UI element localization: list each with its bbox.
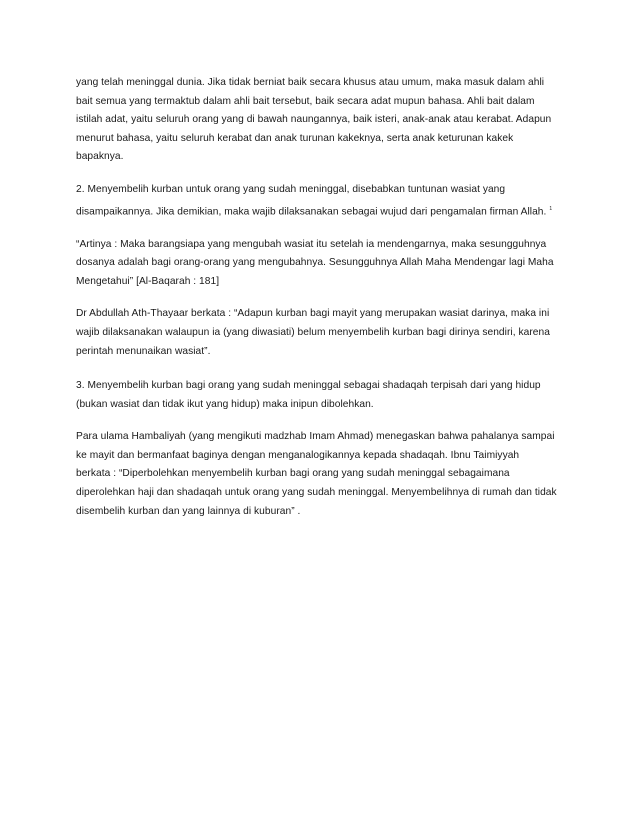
text-line: 2. Menyembelih kurban untuk orang yang sudah meninggal, disebabkan tuntunan wasiat yang: [76, 183, 506, 195]
document-body: [76, 74, 576, 521]
text-line: [76, 200, 576, 222]
text-line: berkata : “Diperbolehkan menyembelih kurban bagi orang yang sudah meninggal sebagaimana: [76, 468, 510, 480]
text-line: bapaknya.: [76, 151, 124, 163]
text-line: Para ulama Hambaliyah (yang mengikuti madzhab Imam Ahmad) menegaskan bahwa pahalanya sampai: [76, 431, 555, 443]
text-line: wajib dilaksanakan walaupun ia (yang diwasiati) belum menyembelih kurban bagi dirinya sendiri, karena: [76, 326, 550, 338]
footnote-marker: 1: [549, 205, 553, 212]
paragraph-point-3: [76, 377, 576, 414]
text-line: Dr Abdullah Ath-Thayaar berkata : “Adapun kurban bagi mayit yang merupakan wasiat darinya, maka ini: [76, 308, 550, 320]
text-line: menurut bahasa, yaitu seluruh kerabat dan anak turunan kakeknya, serta anak keturunan kakek: [76, 132, 514, 144]
paragraph-ahli-bait: [76, 74, 576, 167]
text-line: istilah adat, yaitu seluruh orang yang di bawah naungannya, baik isteri, anak-anak atau kerabat. Adapun: [76, 114, 552, 126]
text-line: (bukan wasiat dan tidak ikut yang hidup) maka inipun dibolehkan.: [76, 398, 374, 410]
text-line: yang telah meninggal dunia. Jika tidak berniat baik secara khusus atau umum, maka masuk dalam ahli: [76, 77, 545, 88]
paragraph-ath-thayaar-quote: [76, 305, 576, 361]
text-line: perintah menunaikan wasiat”.: [76, 345, 211, 357]
paragraph-quran-translation: [76, 236, 576, 292]
text-line: disembelih kurban dan yang lainnya di kuburan” .: [76, 505, 301, 517]
text-line: “Artinya : Maka barangsiapa yang mengubah wasiat itu setelah ia mendengarnya, maka sesungguhnya: [76, 238, 547, 250]
text-line: bait semua yang termaktub dalam ahli bait tersebut, baik secara adat mupun bahasa. Ahli bait dalam: [76, 95, 535, 107]
text-line: dosanya adalah bagi orang-orang yang mengubahnya. Sesungguhnya Allah Maha Mendengar lagi Maha: [76, 257, 554, 269]
text-line-content: disampaikannya. Jika demikian, maka wajib dilaksanakan sebagai wujud dari pengamalan firman Allah.: [76, 205, 547, 217]
text-line: diperolehkan haji dan shadaqah untuk orang yang sudah meninggal. Menyembelihnya di rumah dan tidak: [76, 487, 557, 499]
text-line: ke mayit dan bermanfaat baginya dengan menganalogikannya kepada shadaqah. Ibnu Taimiyyah: [76, 449, 520, 461]
paragraph-point-2: [76, 181, 576, 222]
text-line: 3. Menyembelih kurban bagi orang yang sudah meninggal sebagai shadaqah terpisah dari yang hidup: [76, 380, 541, 392]
paragraph-hambaliyah: [76, 428, 576, 521]
text-line: Mengetahui” [Al-Baqarah : 181]: [76, 275, 220, 287]
